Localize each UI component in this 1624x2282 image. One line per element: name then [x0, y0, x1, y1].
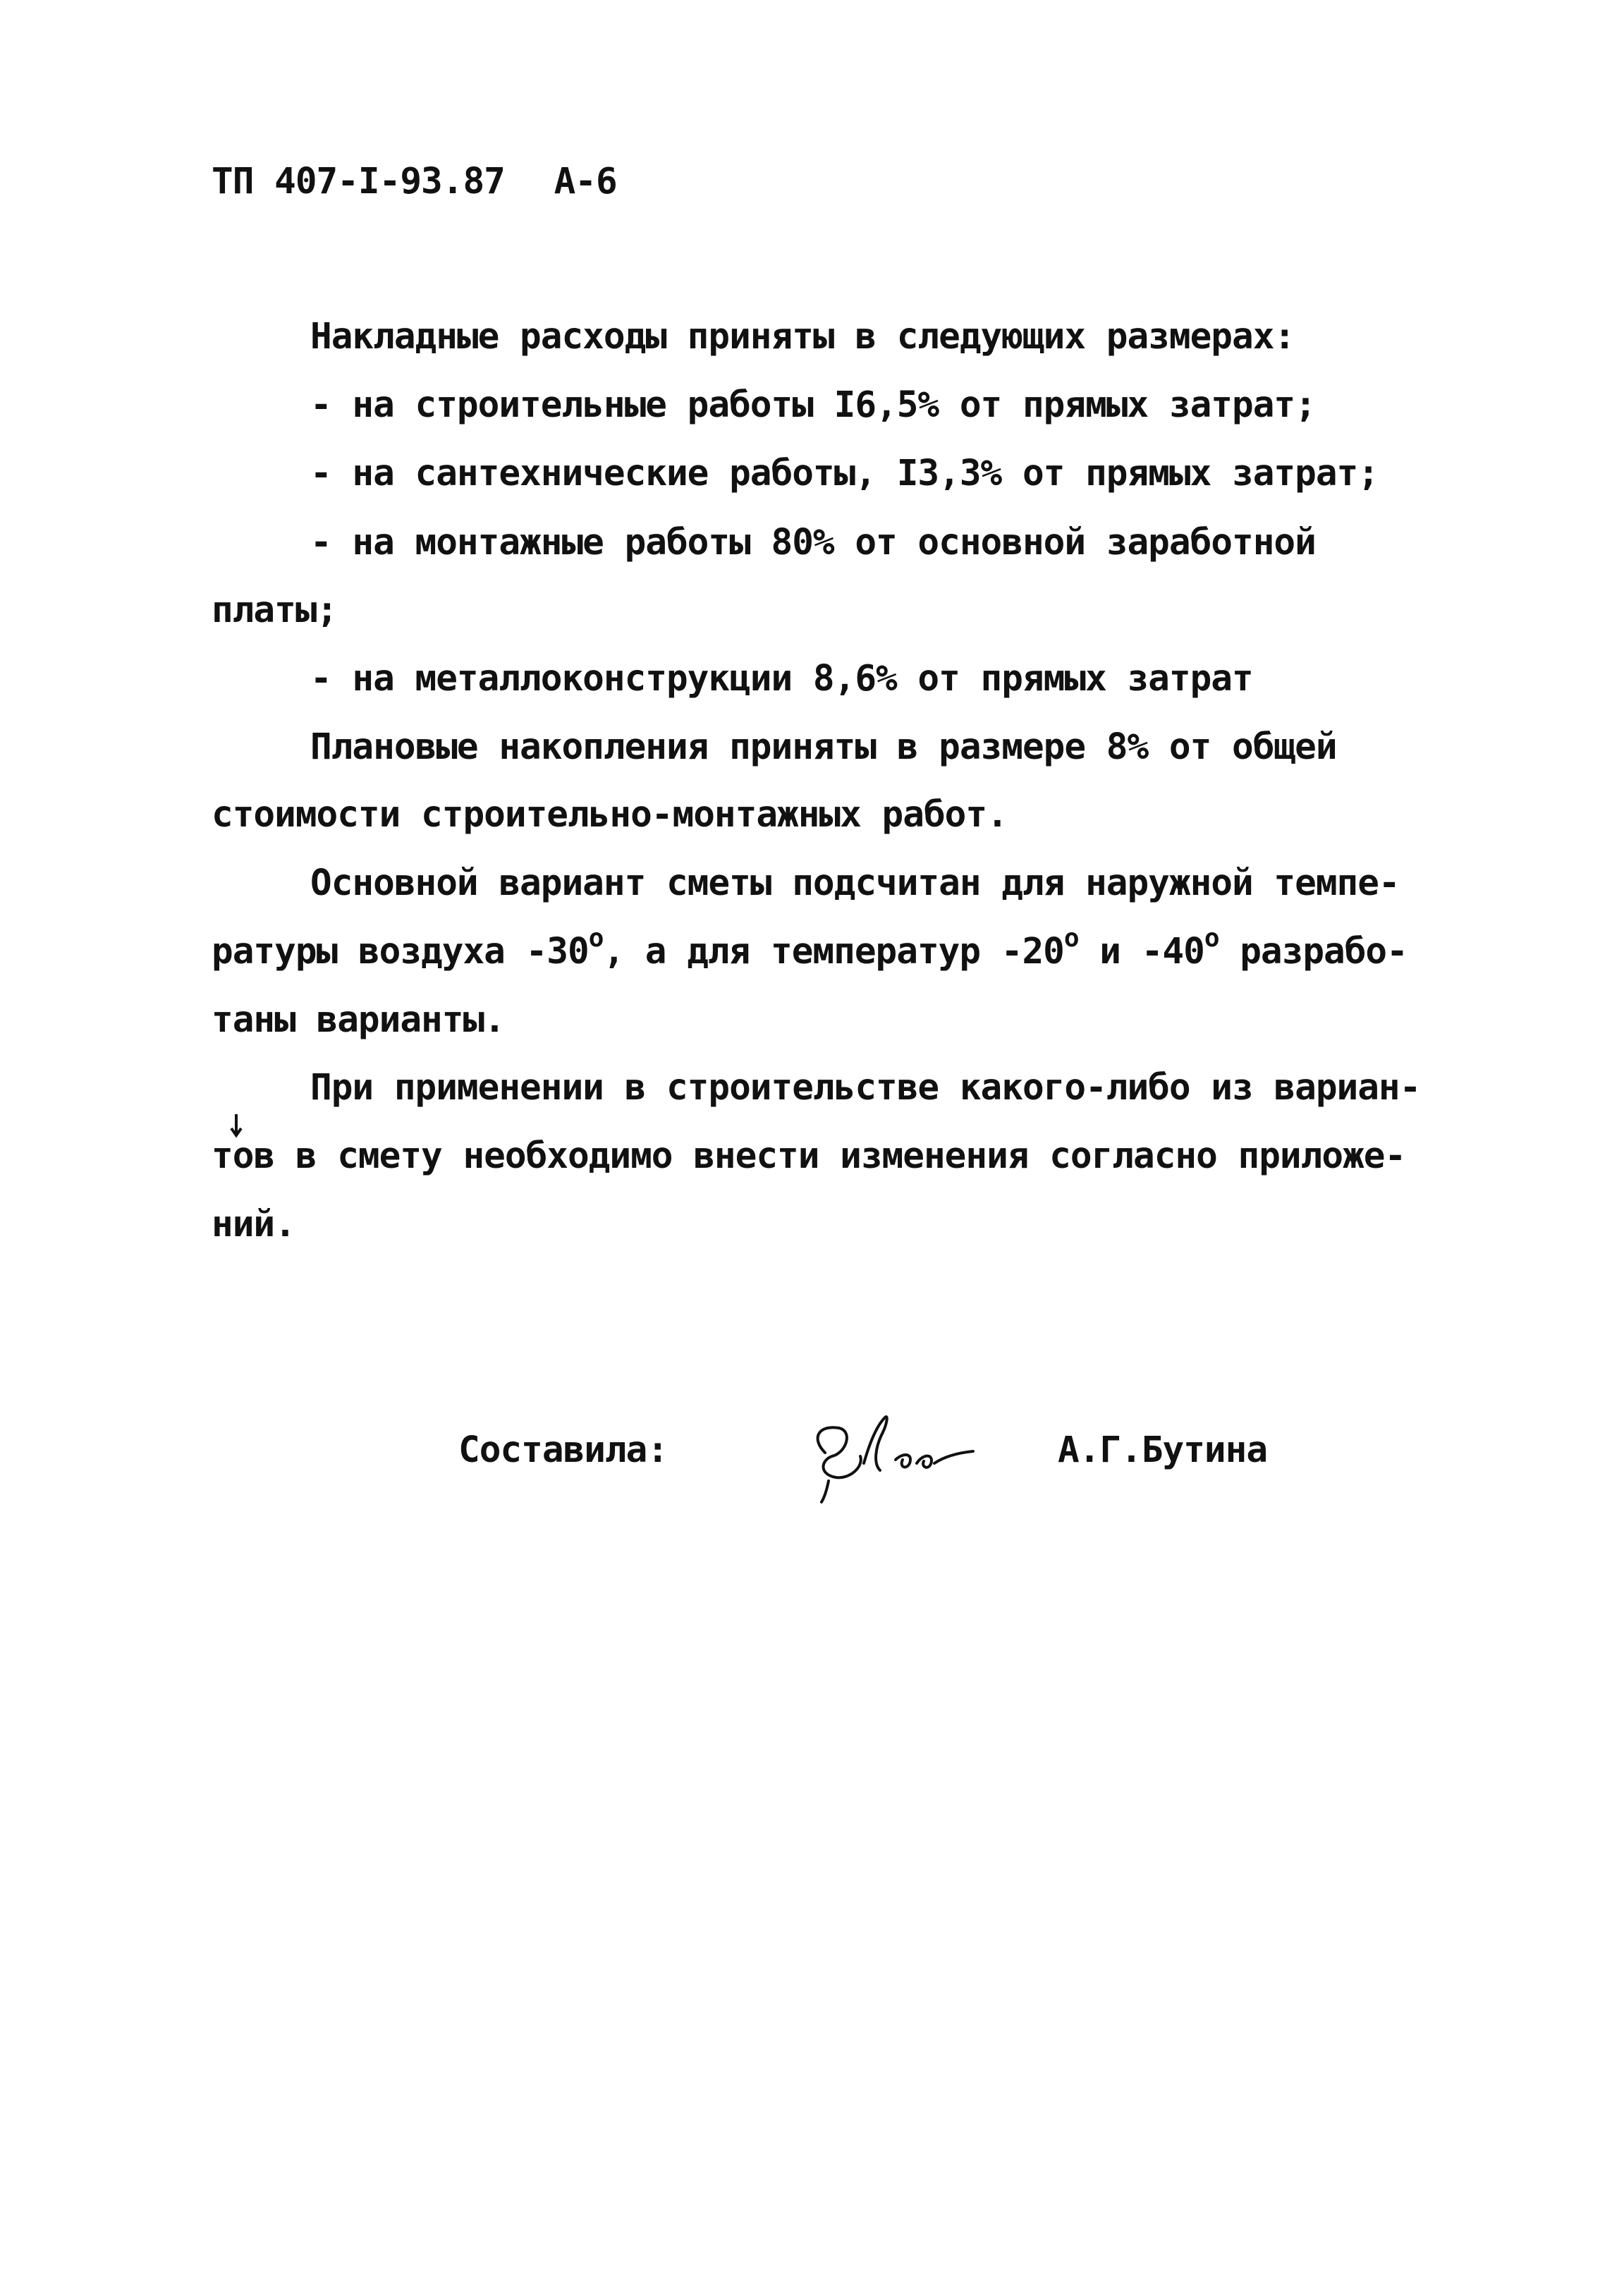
body-line-8: стоимости строительно-монтажных работ.: [212, 794, 1008, 836]
body-line-12: При применении в строительстве какого-либо из вариан-: [310, 1067, 1421, 1109]
body-line-10-part-b: , а для температур -20: [603, 931, 1064, 972]
body-line-10-part-a: ратуры воздуха -30: [212, 931, 589, 972]
document-code: ТП 407-I-93.87: [212, 161, 505, 202]
body-line-4: - на монтажные работы 80% от основной заработной: [310, 522, 1316, 563]
body-line-10-part-d: разрабо-: [1219, 931, 1408, 972]
body-line-10: [212, 924, 1408, 973]
body-line-14: ний.: [212, 1204, 295, 1245]
body-line-7: Плановые накопления приняты в размере 8% от общей: [310, 726, 1337, 768]
sheet-number: А-6: [554, 161, 617, 202]
body-line-10-part-c: и -40: [1078, 931, 1204, 972]
degree-mark: o: [1204, 924, 1219, 953]
handwritten-signature-icon: [797, 1396, 987, 1516]
body-line-3: - на сантехнические работы, I3,3% от прямых затрат;: [310, 453, 1379, 494]
body-line-6: - на металлоконструкции 8,6% от прямых затрат: [310, 658, 1253, 700]
body-line-5: платы;: [212, 590, 338, 631]
degree-mark: o: [1063, 924, 1079, 953]
degree-mark: o: [588, 924, 604, 953]
body-line-1: Накладные расходы приняты в следующих размерах:: [310, 316, 1295, 358]
body-line-2: - на строительные работы I6,5% от прямых затрат;: [310, 384, 1316, 426]
body-line-9: Основной вариант сметы подсчитан для наружной темпе-: [310, 862, 1400, 904]
body-line-11: таны варианты.: [212, 999, 505, 1041]
signature-label: Составила:: [458, 1429, 668, 1471]
document-header: [212, 161, 617, 203]
signatory-name: А.Г.Бутина: [1058, 1429, 1268, 1471]
body-line-13: тов в смету необходимо внести изменения согласно приложе-: [212, 1135, 1406, 1177]
insertion-mark-icon: [226, 1113, 247, 1148]
